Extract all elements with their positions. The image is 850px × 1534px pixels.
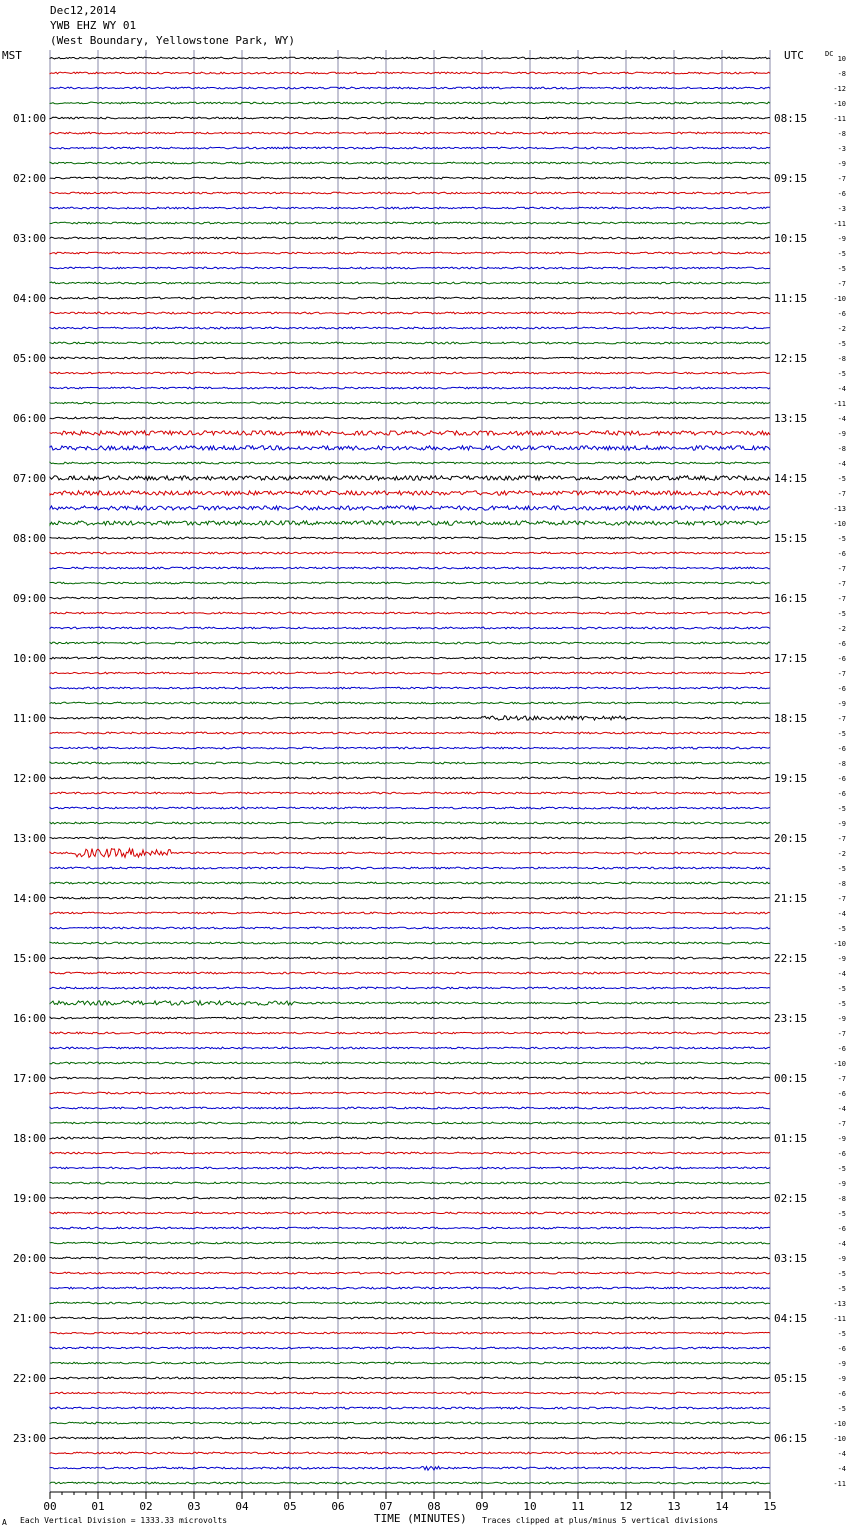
seismic-traces (50, 57, 770, 1484)
trace-row-16 (50, 297, 770, 299)
left-hour-label: 16:00 (13, 1012, 47, 1025)
trace-row-36 (50, 597, 770, 599)
dc-offset-label: -6 (837, 655, 846, 663)
trace-row-81 (50, 1272, 770, 1274)
trace-row-47 (50, 762, 770, 764)
scale-note: Each Vertical Division = 1333.33 microvolts (20, 1516, 228, 1525)
trace-row-14 (50, 267, 770, 269)
trace-row-19 (50, 342, 770, 344)
trace-row-29 (50, 491, 770, 495)
trace-row-45 (50, 732, 770, 734)
trace-row-62 (50, 987, 770, 989)
left-hour-label: 18:00 (13, 1132, 47, 1145)
dc-offset-label: -6 (837, 640, 846, 648)
dc-offset-label: -9 (837, 160, 846, 168)
dc-offset-label: -6 (837, 190, 846, 198)
dc-offset-label: -5 (837, 1330, 846, 1338)
dc-offset-label: -5 (837, 370, 846, 378)
trace-row-9 (50, 192, 770, 194)
dc-offset-label: -4 (837, 1465, 846, 1473)
trace-row-2 (50, 87, 770, 89)
right-hour-label: 15:15 (774, 532, 808, 545)
right-hour-label: 02:15 (774, 1192, 808, 1205)
dc-offset-label: -7 (837, 670, 846, 678)
dc-offset-label: -4 (837, 910, 846, 918)
trace-row-23 (50, 402, 770, 404)
trace-row-8 (50, 177, 770, 179)
trace-row-70 (50, 1107, 770, 1109)
dc-offset-label: -4 (837, 460, 846, 468)
dc-offset-label: -6 (837, 1045, 846, 1053)
dc-offset-label: -4 (837, 1450, 846, 1458)
dc-offset-label: -5 (837, 250, 846, 258)
dc-offset-label: -5 (837, 925, 846, 933)
dc-offset-label: -7 (837, 1120, 846, 1128)
right-hour-label: 23:15 (774, 1012, 808, 1025)
trace-row-50 (50, 807, 770, 809)
dc-offset-label: -9 (837, 1180, 846, 1188)
dc-offset-label: -10 (833, 1435, 846, 1443)
station-code: YWB EHZ WY 01 (50, 19, 137, 32)
trace-row-88 (50, 1377, 770, 1379)
trace-row-95 (50, 1482, 770, 1484)
x-axis-title: TIME (MINUTES) (374, 1512, 467, 1525)
left-hour-label: 22:00 (13, 1372, 47, 1385)
trace-row-92 (50, 1437, 770, 1439)
x-tick-label: 02 (139, 1500, 153, 1513)
trace-row-74 (50, 1167, 770, 1169)
x-tick-label: 04 (235, 1500, 249, 1513)
dc-offset-label: -6 (837, 310, 846, 318)
dc-offset-label: -9 (837, 1135, 846, 1143)
x-tick-label: 13 (667, 1500, 681, 1513)
trace-row-66 (50, 1047, 770, 1049)
station-location: (West Boundary, Yellowstone Park, WY) (50, 34, 296, 47)
trace-row-56 (50, 897, 770, 899)
dc-offset-label: -6 (837, 1150, 846, 1158)
dc-offset-label: -10 (833, 295, 846, 303)
dc-offset-label: -5 (837, 1000, 846, 1008)
x-tick-label: 05 (283, 1500, 297, 1513)
x-tick-label: 03 (187, 1500, 201, 1513)
right-hour-label: 22:15 (774, 952, 808, 965)
left-hour-label: 06:00 (13, 412, 47, 425)
trace-row-32 (50, 537, 770, 539)
trace-row-5 (50, 132, 770, 134)
trace-row-41 (50, 672, 770, 674)
right-hour-label: 16:15 (774, 592, 808, 605)
trace-row-48 (50, 777, 770, 779)
right-hour-label: 05:15 (774, 1372, 808, 1385)
left-hour-label: 21:00 (13, 1312, 47, 1325)
left-hour-label: 09:00 (13, 592, 47, 605)
dc-offset-label: -5 (837, 610, 846, 618)
right-hour-label: 18:15 (774, 712, 808, 725)
dc-offset-label: -4 (837, 1240, 846, 1248)
dc-offset-label: -5 (837, 535, 846, 543)
trace-row-17 (50, 312, 770, 314)
trace-row-39 (50, 642, 770, 644)
dc-offset-label: -4 (837, 415, 846, 423)
dc-offset-label: -2 (837, 850, 846, 858)
trace-row-53 (50, 849, 770, 858)
trace-row-67 (50, 1062, 770, 1064)
x-tick-label: 12 (619, 1500, 633, 1513)
x-tick-label: 15 (763, 1500, 777, 1513)
trace-row-57 (50, 912, 770, 914)
trace-row-80 (50, 1257, 770, 1259)
dc-offset-label: -5 (837, 985, 846, 993)
trace-row-65 (50, 1032, 770, 1034)
trace-row-75 (50, 1182, 770, 1184)
trace-row-13 (50, 252, 770, 254)
dc-offset-label: -8 (837, 880, 846, 888)
trace-row-61 (50, 972, 770, 974)
dc-offset-label: -6 (837, 790, 846, 798)
trace-row-84 (50, 1317, 770, 1319)
corner-mark: A (2, 1518, 7, 1527)
clip-note: Traces clipped at plus/minus 5 vertical divisions (482, 1516, 719, 1525)
x-tick-label: 11 (571, 1500, 585, 1513)
trace-row-24 (50, 417, 770, 419)
trace-row-21 (50, 372, 770, 374)
dc-offset-label: -7 (837, 1030, 846, 1038)
trace-row-64 (50, 1017, 770, 1019)
trace-row-60 (50, 957, 770, 959)
trace-row-63 (50, 1001, 770, 1005)
trace-row-91 (50, 1422, 770, 1424)
trace-row-93 (50, 1452, 770, 1454)
plot-date: Dec12,2014 (50, 4, 117, 17)
left-hour-label: 05:00 (13, 352, 47, 365)
dc-offset-label: -5 (837, 805, 846, 813)
right-hour-label: 21:15 (774, 892, 808, 905)
left-hour-label: 04:00 (13, 292, 47, 305)
dc-offset-label: -12 (833, 85, 846, 93)
trace-row-94 (50, 1466, 770, 1470)
trace-row-37 (50, 612, 770, 614)
trace-row-72 (50, 1137, 770, 1139)
x-tick-label: 10 (523, 1500, 537, 1513)
left-hour-label: 11:00 (13, 712, 47, 725)
time-axis (43, 1492, 776, 1513)
trace-row-54 (50, 867, 770, 869)
trace-row-34 (50, 567, 770, 569)
trace-row-79 (50, 1242, 770, 1244)
trace-row-10 (50, 207, 770, 209)
left-hour-label: 17:00 (13, 1072, 47, 1085)
dc-offset-label: -9 (837, 1360, 846, 1368)
dc-offset-label: -7 (837, 595, 846, 603)
dc-header-label: DC (825, 50, 834, 58)
x-tick-label: 00 (43, 1500, 57, 1513)
trace-row-43 (50, 702, 770, 704)
right-hour-label: 11:15 (774, 292, 808, 305)
left-hour-label: 14:00 (13, 892, 47, 905)
trace-row-33 (50, 552, 770, 554)
trace-row-40 (50, 657, 770, 659)
dc-offset-label: -10 (833, 100, 846, 108)
dc-offset-label: -2 (837, 325, 846, 333)
trace-row-15 (50, 282, 770, 284)
dc-offset-label: -8 (837, 445, 846, 453)
left-hour-label: 23:00 (13, 1432, 47, 1445)
right-hour-label: 08:15 (774, 112, 808, 125)
trace-row-89 (50, 1392, 770, 1394)
dc-offset-label: -5 (837, 1285, 846, 1293)
dc-offset-label: -10 (833, 940, 846, 948)
x-tick-label: 06 (331, 1500, 345, 1513)
trace-row-90 (50, 1407, 770, 1409)
dc-offset-label: -11 (833, 1315, 846, 1323)
left-hour-label: 07:00 (13, 472, 47, 485)
dc-offset-label: -9 (837, 235, 846, 243)
right-hour-label: 13:15 (774, 412, 808, 425)
dc-offset-label: -10 (833, 1060, 846, 1068)
dc-offset-label: -7 (837, 895, 846, 903)
dc-offset-label: -7 (837, 175, 846, 183)
dc-offset-label: -9 (837, 430, 846, 438)
trace-row-18 (50, 327, 770, 329)
dc-offset-label: -9 (837, 955, 846, 963)
trace-row-46 (50, 747, 770, 749)
x-tick-label: 07 (379, 1500, 393, 1513)
dc-offset-label: -5 (837, 340, 846, 348)
left-hour-label: 19:00 (13, 1192, 47, 1205)
dc-offset-label: -5 (837, 730, 846, 738)
right-hour-label: 12:15 (774, 352, 808, 365)
trace-row-1 (50, 72, 770, 74)
right-hour-label: 10:15 (774, 232, 808, 245)
left-hour-label: 20:00 (13, 1252, 47, 1265)
dc-offset-label: -9 (837, 1255, 846, 1263)
dc-offset-label: -2 (837, 625, 846, 633)
trace-row-68 (50, 1077, 770, 1079)
dc-offset-label: -5 (837, 1165, 846, 1173)
dc-offset-label: -13 (833, 1300, 846, 1308)
trace-row-85 (50, 1332, 770, 1334)
dc-offset-label: -7 (837, 580, 846, 588)
right-hour-label: 20:15 (774, 832, 808, 845)
dc-offset-label: -9 (837, 700, 846, 708)
dc-offset-label: -4 (837, 385, 846, 393)
trace-row-83 (50, 1302, 770, 1304)
trace-row-82 (50, 1287, 770, 1289)
right-hour-label: 17:15 (774, 652, 808, 665)
dc-offset-label: -9 (837, 1375, 846, 1383)
x-tick-label: 09 (475, 1500, 489, 1513)
left-hour-label: 01:00 (13, 112, 47, 125)
left-hour-label: 13:00 (13, 832, 47, 845)
dc-offset-label: -5 (837, 1210, 846, 1218)
dc-offset-label: -9 (837, 1015, 846, 1023)
trace-row-7 (50, 162, 770, 164)
left-hour-label: 12:00 (13, 772, 47, 785)
right-hour-label: 09:15 (774, 172, 808, 185)
trace-row-73 (50, 1152, 770, 1154)
dc-offset-label: 10 (837, 55, 846, 63)
dc-offset-label: -6 (837, 1090, 846, 1098)
trace-row-30 (50, 506, 770, 510)
trace-row-58 (50, 927, 770, 929)
x-tick-label: 08 (427, 1500, 441, 1513)
trace-row-59 (50, 942, 770, 944)
dc-offset-label: -6 (837, 1390, 846, 1398)
dc-offset-label: -7 (837, 835, 846, 843)
trace-row-11 (50, 222, 770, 224)
dc-offset-label: -11 (833, 1480, 846, 1488)
dc-offset-label: -7 (837, 565, 846, 573)
right-timezone-label: UTC (784, 49, 804, 62)
left-hour-label: 10:00 (13, 652, 47, 665)
dc-offset-label: -13 (833, 505, 846, 513)
x-tick-label: 14 (715, 1500, 729, 1513)
trace-row-78 (50, 1227, 770, 1229)
dc-offset-label: -4 (837, 1105, 846, 1113)
trace-row-49 (50, 792, 770, 794)
right-hour-label: 19:15 (774, 772, 808, 785)
dc-offset-label: -8 (837, 760, 846, 768)
trace-row-35 (50, 582, 770, 584)
dc-offset-label: -11 (833, 115, 846, 123)
dc-offset-label: -11 (833, 400, 846, 408)
dc-offset-label: -11 (833, 220, 846, 228)
dc-offset-label: -5 (837, 1270, 846, 1278)
dc-offset-label: -7 (837, 1075, 846, 1083)
dc-offset-label: -7 (837, 280, 846, 288)
trace-row-3 (50, 102, 770, 104)
trace-row-12 (50, 237, 770, 239)
dc-offset-label: -3 (837, 145, 846, 153)
trace-row-42 (50, 687, 770, 689)
trace-row-25 (50, 431, 770, 435)
trace-row-4 (50, 117, 770, 119)
dc-offset-label: -6 (837, 745, 846, 753)
dc-offset-label: -5 (837, 265, 846, 273)
trace-row-6 (50, 147, 770, 149)
trace-row-55 (50, 882, 770, 884)
left-hour-label: 02:00 (13, 172, 47, 185)
trace-row-86 (50, 1347, 770, 1349)
dc-offset-label: -6 (837, 685, 846, 693)
trace-row-44 (50, 716, 770, 720)
dc-offset-label: -7 (837, 490, 846, 498)
right-hour-label: 00:15 (774, 1072, 808, 1085)
left-timezone-label: MST (2, 49, 22, 62)
dc-offset-label: -3 (837, 205, 846, 213)
left-hour-label: 08:00 (13, 532, 47, 545)
dc-offset-label: -6 (837, 1225, 846, 1233)
trace-row-71 (50, 1122, 770, 1124)
dc-offset-label: -5 (837, 865, 846, 873)
right-hour-label: 01:15 (774, 1132, 808, 1145)
dc-offset-label: -10 (833, 520, 846, 528)
right-hour-label: 14:15 (774, 472, 808, 485)
trace-row-28 (50, 476, 770, 480)
right-hour-label: 03:15 (774, 1252, 808, 1265)
trace-row-69 (50, 1092, 770, 1094)
trace-row-0 (50, 57, 770, 59)
trace-row-77 (50, 1212, 770, 1214)
right-hour-label: 04:15 (774, 1312, 808, 1325)
trace-row-76 (50, 1197, 770, 1199)
dc-offset-label: -8 (837, 355, 846, 363)
dc-offset-label: -8 (837, 1195, 846, 1203)
trace-row-87 (50, 1362, 770, 1364)
dc-offset-label: -5 (837, 1405, 846, 1413)
dc-offset-label: -5 (837, 475, 846, 483)
trace-row-52 (50, 837, 770, 839)
dc-offset-label: -4 (837, 970, 846, 978)
dc-offset-label: -8 (837, 130, 846, 138)
right-hour-label: 06:15 (774, 1432, 808, 1445)
trace-row-26 (50, 446, 770, 450)
trace-row-27 (50, 462, 770, 464)
x-tick-label: 01 (91, 1500, 105, 1513)
left-hour-label: 15:00 (13, 952, 47, 965)
minute-gridlines (50, 50, 770, 1492)
trace-row-31 (50, 521, 770, 525)
dc-offset-label: -6 (837, 1345, 846, 1353)
dc-offset-label: -6 (837, 550, 846, 558)
dc-offset-label: -7 (837, 715, 846, 723)
trace-row-22 (50, 387, 770, 389)
dc-offset-label: -6 (837, 775, 846, 783)
dc-offset-label: -10 (833, 1420, 846, 1428)
trace-row-38 (50, 627, 770, 629)
trace-row-51 (50, 822, 770, 824)
dc-offset-label: -9 (837, 820, 846, 828)
left-hour-label: 03:00 (13, 232, 47, 245)
dc-offset-label: -8 (837, 70, 846, 78)
trace-row-20 (50, 357, 770, 359)
